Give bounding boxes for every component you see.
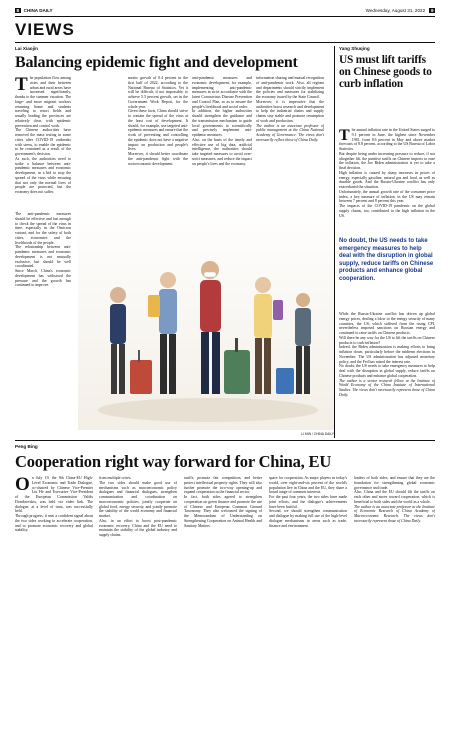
paragraph: As such, the authorities need to strike a balance between anti-pandemic measures and economic development, in a bid to stop the spread of the virus while ensuring that not only the normal lives of people are protected, but the economy does not suffer.: [15, 156, 71, 194]
article3-column-4: [269, 476, 347, 738]
pull-quote: No doubt, the US needs to take emergency measures to help deal with the disruption in global supply, reduce tariffs on Chinese products and enhance global cooperation.: [339, 238, 434, 282]
paragraph: tariffs, promote fair competition, and better protect intellectual property rights. They will also further promote the two-way opening-up and expand cooperation in the financial sector.: [184, 476, 262, 495]
drop-cap: T: [339, 128, 350, 144]
paragraph: Through progress, it sent a confident signal about the two sides working to accelerate cooperation, and to promote economic recovery and global stability.: [15, 514, 93, 533]
paragraph: High inflation is caused by sharp increases in prices of energy, especially gasoline, natural gas and food, as well as durable goods. And the Russia-Ukraine conflict has only exacerbated the situation.: [339, 170, 435, 189]
article2-headline: US must lift tariffs on Chinese goods to curb inflation: [339, 54, 432, 91]
drop-cap: O: [15, 476, 30, 495]
paragraph: Also, China and the EU should lift the tariffs on each other and move toward cooperation, which is beneficial to both sides and the world as a whole.: [354, 490, 435, 504]
paragraph: The author is a senior research fellow at the Institute of World Economy of the China Institute of International Studies. The views don't necessarily represent those of China Daily.: [339, 378, 435, 397]
paragraph: In fact, both sides agreed to strengthen cooperation on green finance and promote the use of Chinese and European Common Ground Taxonomy. They also welcomed the signing of the Memorandum of Understanding on Strengthening Cooperation on Animal Health and Sanitary Matters.: [184, 495, 262, 528]
paragraph: space for cooperation. As major players in today's world, over eight-and-six percent of the world's population live in China and the EU, they share a broad range of common interests.: [269, 476, 347, 495]
paragraph: he annual inflation rate in the United States surged to 9.1 percent in June, the highest since November 1981, from 8.6 percent in May and above market forecasts of 8.8 percent, according to the US Bureau of Labor Statistics.: [339, 128, 435, 151]
issue-date: Wednesday, August 31, 2022: [365, 8, 426, 13]
paragraph: Since March, China's economic development has withstood the pressure and the growth has continued to improve.: [15, 269, 71, 288]
brand-name: CHINA DAILY: [23, 8, 53, 13]
paragraph: from multiple crises.: [99, 476, 132, 480]
page-header-left: [15, 8, 53, 13]
paragraph: Also, on the basis of the timely and effective use of big data, artificial intelligence, the authorities should take targeted measures to avoid over-strict measures, and reduce the impact on people's lives and the economy.: [192, 137, 252, 166]
article1-column-2: [15, 212, 71, 437]
paragraph: he population flow among cities and their between urban and rural areas have increased significantly, thanks to the summer vacation. The large- and more migrant workers returning home and students traveling to resort fields and usually leading the provinces are relatively clear, with epidemic prevention and control work.: [15, 76, 71, 128]
paragraph: Indeed, the Biden administration is making efforts to bring inflation down, particularly before the midterm elections in November. The US administration has adjusted monetary policy, and the Fed has raised the interest rate.: [339, 345, 435, 364]
article3-column-3: [184, 476, 262, 738]
paragraph: The impacts of the COVID-19 pandemic on the global supply chains, too, contributed to the high inflation in the US.: [339, 204, 435, 218]
paragraph: In addition, the higher authorities should strengthen the guidance and the transmission mechanism to guide local governments to scientifically and precisely implement anti-epidemic measures.: [192, 109, 252, 137]
page-number-right: 9: [430, 8, 434, 13]
section-divider: [15, 440, 435, 441]
article2-author: Yang Shuqing: [339, 46, 370, 51]
paragraph: Unfortunately, the annual growth rate of the consumer price index, a key measure of inflation, in the US may remain between 7 percent and 8 percent this year.: [339, 189, 435, 204]
paragraph: But despite being under increasing pressure to reduce, if not altogether lift, the punitive tariffs on Chinese imports to ease the inflation, the Joe Biden administration is yet to take a final decision.: [339, 151, 435, 170]
paragraph: The Chinese authorities have removed the mass testing in some cities after COVID-19 outbreaks with stress, to enable the epidemic to be contained as a result of the government's decision.: [15, 128, 71, 156]
section-title: VIEWS: [15, 20, 75, 39]
article1-column-5: [256, 76, 324, 206]
article1-author: Lai Xiaojin: [15, 46, 38, 51]
paragraph: leaders of both sides, and ensure that they are the foundation for strengthening global economic governance and trade.: [354, 476, 435, 490]
paragraph: The relationship between anti-pandemic measures and economic development is not mutually exclusive, but should be well coordinated.: [15, 245, 71, 269]
paragraph: information sharing and mutual recognition of anti-pandemic work. Also, all regions and departments should strictly implement the policies and measures for stabilizing the economy issued by the State Council.: [256, 76, 324, 99]
paragraph: Given these facts, China should strive to contain the spread of the virus at the least cost of development. It should, for example, use targeted anti-epidemic measures and ensure that the work of preventing and controlling the epidemic does not have a negative impact on production and people's lives.: [128, 109, 188, 152]
paragraph: Also, in an effort to boost post-pandemic economic recovery, China and the EU need to maintain the stability of the global industry and supply chains.: [99, 518, 177, 537]
article3-author: Peng Bing: [15, 444, 38, 449]
article2-body-bottom: [339, 312, 435, 436]
paragraph: Second, we should strengthen communication and dialogue by making full use of the high-level dialogue mechanisms in areas such as trade, finance and environment.: [269, 509, 347, 528]
article1-column-4: [192, 76, 252, 201]
paragraph: The author is an associate professor of public management at the China National Academy of Governance. The views don't necessarily reflect those of China Daily.: [256, 123, 324, 142]
paragraph: Will there be any way for the US to lift the tariffs on Chinese products to curb inflation?: [339, 335, 435, 345]
paragraph: anti-pandemic measures and economic development, for example, implementing anti-pandemic measures in strict accordance with the latest Coronavirus Disease Prevention and Control Plan, so as to ensure the people's livelihood and social order.: [192, 76, 252, 109]
article3-column-2: [99, 476, 177, 738]
paragraph: mestic growth of 0.4 percent in the first half of 2022, according to the National Bureau of Statistics. Yet it will be difficult, if not impossible, to achieve 5.5 percent growth, set in the Government Work Report, for the whole year.: [128, 76, 188, 109]
page-header-right: [366, 8, 435, 13]
paragraph: While the Russia-Ukraine conflict has driven up global energy prices, dealing a blow to the energy security of many countries, the US, which suffered from the rising CPI, nevertheless imposed sanctions on Russian energy and continued to raise tariffs on Chinese products.: [339, 312, 435, 335]
article3-headline: Cooperation right way forward for China, EU: [15, 452, 332, 471]
drop-cap: T: [15, 76, 28, 95]
paragraph: For the past four years, the two sides have made joint efforts, and the dialogue's achievements have been fruitful.: [269, 495, 347, 509]
paragraph: The anti-pandemic measures should be effective and fast enough to check the spread of the virus in time, especially in the Omicron variant, and for the safety of both cities, economies and the livelihoods of the people.: [15, 212, 71, 245]
paragraph: n July 19, the 9th China-EU High-Level Economic and Trade Dialogue, co-chaired by Chinese Vice-Premier Liu He and Executive Vice-President of the European Commission Valdis Dombrovskis, was held via video link. The dialogue, at a level of trust, was successfully held.: [15, 476, 93, 514]
section-rule: [15, 42, 435, 43]
illustration-crowd-with-luggage: [78, 200, 334, 430]
illustration-credit: LI MIN / CHINA DAILY: [301, 432, 334, 436]
page-number: 8: [16, 8, 20, 13]
paragraph: No doubt, the US needs to take emergency measures to help deal with the disruption in global supply, reduce tariffs on Chinese products and enhance global cooperation.: [339, 364, 435, 378]
paragraph: Moreover, it should better coordinate the anti-pandemic fight with the socioeconomic development.: [128, 152, 188, 166]
paragraph: The author is an associate professor at the Institute of Economic Research of China Academy of Macroeconomic Research. The views don't necessarily represent those of China Daily.: [354, 504, 435, 523]
column-divider: [334, 46, 335, 438]
article1-headline: Balancing epidemic fight and development: [15, 54, 298, 71]
header-rule: [15, 16, 435, 17]
paragraph: Moreover, it is imperative that the authorities boost research and development to help the industrial chains and supply chains stay stable and promote resumption of work and production.: [256, 99, 324, 123]
article1-column-3: [128, 76, 188, 201]
paragraph: The two sides should make good use of mechanisms such as macroeconomic policy dialogues and financial dialogues, strengthen communication and coordination on macroeconomic policies, jointly cooperate on global food, energy security, and jointly promote the stability of the world economy and financial market.: [99, 480, 177, 518]
article3-column-1: [15, 476, 93, 738]
article1-column-1: [15, 76, 71, 206]
article3-column-5: [354, 476, 435, 738]
article2-body-top: [339, 128, 435, 234]
